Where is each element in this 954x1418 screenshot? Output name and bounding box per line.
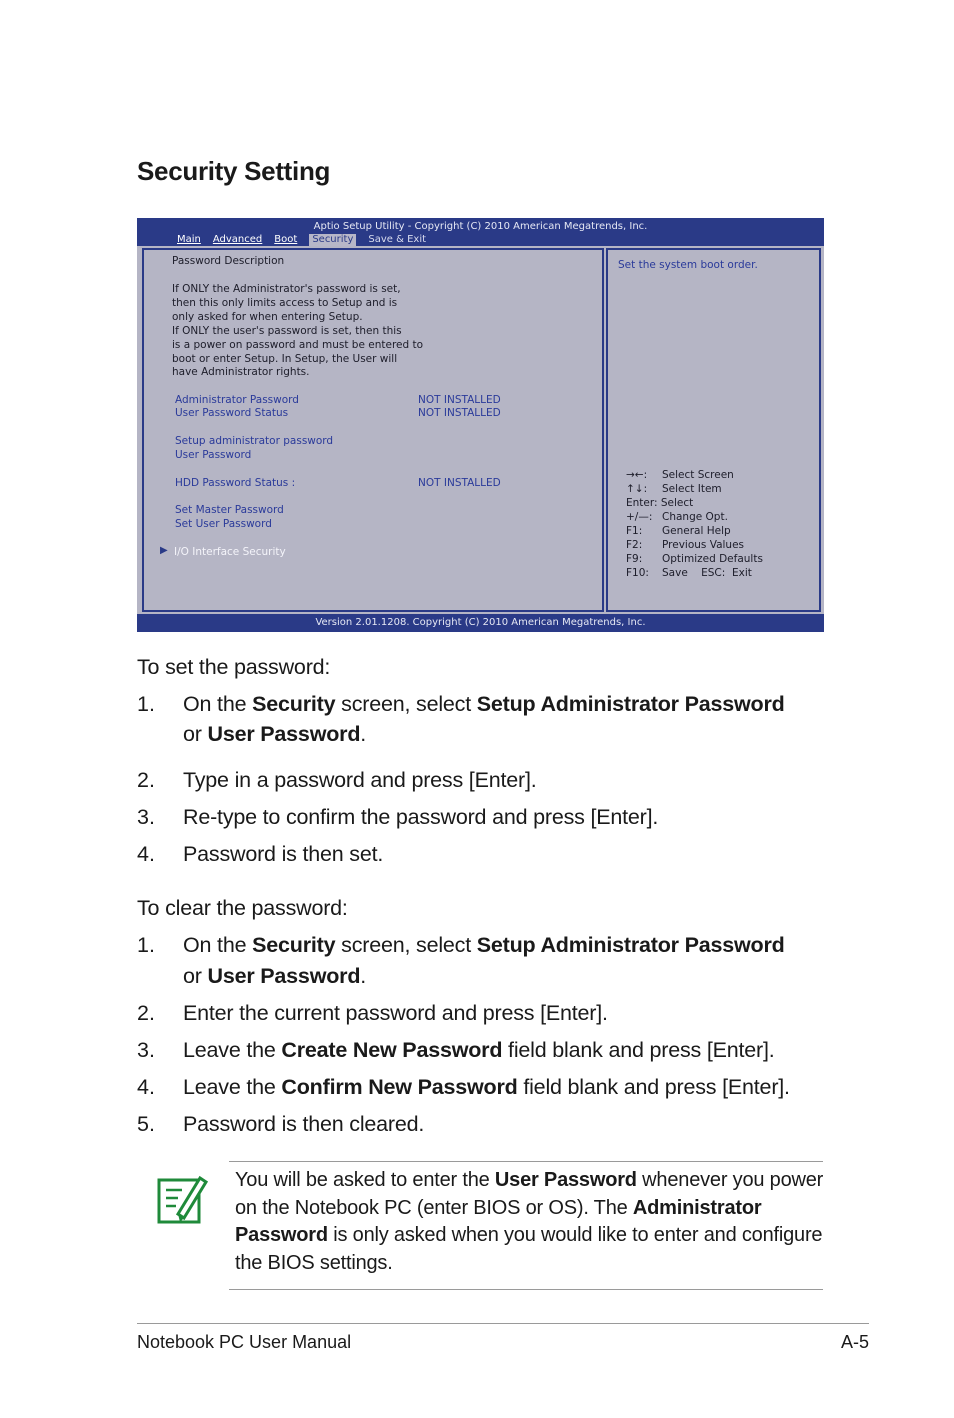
arrows-left-right-icon: →←: [626, 469, 648, 481]
password-description: If ONLY the Administrator's password is set, then this only limits access to Setup and is only asked for when entering Setup. If ONLY the user's password is set, then this is a power on password and must be entered to boot or enter Setup. In Setup, the User will have Administrator rights. [172, 283, 424, 379]
note-text: You will be asked to enter the User Password whenever you power on the Notebook PC (enter BIOS or OS). The Administrator Password is only asked when you would like to enter and configure the BIOS settings. [235, 1169, 824, 1274]
bios-tab-main[interactable]: Main [177, 234, 201, 245]
clear-step-1: On the Security screen, select Setup Administrator Password [183, 933, 785, 957]
bios-tab-save-exit[interactable]: Save & Exit [368, 234, 427, 245]
note-bottom-rule [229, 1289, 823, 1290]
set-user-password-item[interactable]: Set User Password [175, 518, 272, 530]
bios-help-panel [606, 248, 821, 612]
bios-tab-boot[interactable]: Boot [274, 234, 298, 245]
set-step-1-number: 1. [137, 692, 155, 716]
arrows-up-down-icon: ↑↓: [626, 483, 648, 495]
clear-step-4: Leave the Confirm New Password field blank and press [Enter]. [183, 1075, 790, 1099]
set-step-1-cont: or User Password. [183, 722, 367, 746]
set-step-1: On the Security screen, select Setup Administrator Password [183, 692, 785, 716]
set-step-2: Type in a password and press [Enter]. [183, 768, 537, 792]
password-description-heading: Password Description [172, 255, 285, 267]
bios-tab-advanced[interactable]: Advanced [212, 234, 263, 245]
bios-tabs [177, 234, 438, 246]
clear-step-1-cont: or User Password. [183, 964, 367, 988]
clear-step-2: Enter the current password and press [Enter]. [183, 1001, 608, 1025]
note-pencil-icon [156, 1170, 208, 1226]
bios-main-panel [142, 248, 604, 612]
clear-step-4-number: 4. [137, 1075, 155, 1099]
admin-password-label: Administrator Password [175, 394, 299, 406]
section-title: Security Setting [137, 156, 331, 186]
set-intro: To set the password: [137, 655, 331, 679]
bios-header [137, 218, 824, 246]
footer-manual-title: Notebook PC User Manual [137, 1332, 352, 1352]
hdd-status-label: HDD Password Status : [175, 477, 296, 489]
io-interface-security-item[interactable]: I/O Interface Security [174, 546, 286, 558]
user-password-item[interactable]: User Password [175, 449, 252, 461]
clear-step-5: Password is then cleared. [183, 1112, 425, 1136]
clear-step-2-number: 2. [137, 1001, 155, 1025]
clear-step-1-number: 1. [137, 933, 155, 957]
bios-tab-security[interactable]: Security [309, 234, 356, 246]
clear-step-3: Leave the Create New Password field blank and press [Enter]. [183, 1038, 775, 1062]
user-password-status-label: User Password Status [175, 407, 289, 419]
bios-title: Aptio Setup Utility - Copyright (C) 2010 American Megatrends, Inc. [313, 221, 648, 232]
hdd-status-value: NOT INSTALLED [418, 477, 501, 489]
key-legend: →←: Select Screen ↑↓: Select Item Enter: Select +/—: Change Opt. F1: General Help F2: Previous Values F9: Optimized Defaults F10: Save ESC: Exit [626, 469, 763, 579]
footer-page-number: A-5 [840, 1332, 869, 1352]
clear-step-3-number: 3. [137, 1038, 155, 1062]
clear-intro: To clear the password: [137, 896, 348, 920]
setup-admin-password-item[interactable]: Setup administrator password [175, 435, 334, 447]
submenu-arrow-icon: ▶ [160, 545, 168, 556]
set-step-3-number: 3. [137, 805, 155, 829]
note-top-rule [229, 1161, 823, 1162]
set-step-2-number: 2. [137, 768, 155, 792]
set-step-4: Password is then set. [183, 842, 384, 866]
user-password-status-value: NOT INSTALLED [418, 407, 501, 419]
set-step-3: Re-type to confirm the password and press [Enter]. [183, 805, 659, 829]
set-master-password-item[interactable]: Set Master Password [175, 504, 284, 516]
set-step-4-number: 4. [137, 842, 155, 866]
help-text: Set the system boot order. [618, 259, 758, 271]
clear-step-5-number: 5. [137, 1112, 155, 1136]
footer-rule [137, 1323, 869, 1324]
bios-footer: Version 2.01.1208. Copyright (C) 2010 American Megatrends, Inc. [137, 614, 824, 632]
bios-screenshot [137, 218, 824, 632]
admin-password-value: NOT INSTALLED [418, 394, 501, 406]
